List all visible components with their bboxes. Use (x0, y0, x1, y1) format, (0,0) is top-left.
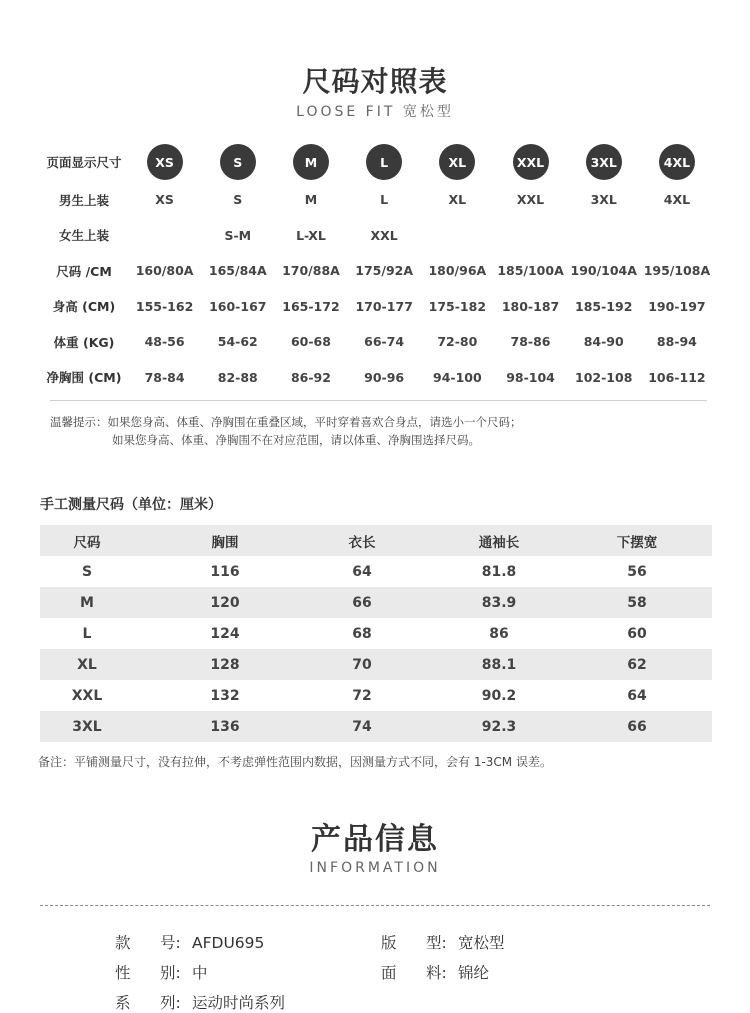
info-item (381, 961, 489, 983)
table-cell: 66 (352, 594, 372, 611)
size-value: 165-172 (282, 298, 340, 314)
row-label: 女生上装 (58, 228, 109, 244)
table-cell: 136 (210, 718, 240, 735)
info-key-char: 版 (381, 934, 397, 952)
info-value: 运动时尚系列 (192, 994, 286, 1012)
table-cell: 66 (627, 718, 647, 735)
table-cell: 88.1 (481, 656, 517, 673)
table-cell: 58 (627, 594, 647, 611)
row-label: 净胸围 (CM) (46, 370, 122, 386)
size-row (40, 218, 720, 254)
size-row (40, 289, 720, 325)
product-info-subtitle: INFORMATION (309, 860, 441, 876)
size-value: 170-177 (355, 298, 413, 314)
info-value: 宽松型 (458, 934, 505, 952)
table-cell: XXL (71, 687, 103, 704)
table-row (40, 618, 712, 649)
size-cell (640, 144, 713, 180)
size-badge: M (293, 144, 329, 180)
info-key-char: 别: (160, 964, 181, 982)
table-cell: 56 (627, 563, 647, 580)
table-cell: 62 (627, 656, 647, 673)
size-cell (274, 144, 347, 180)
table-cell: S (81, 563, 93, 580)
size-badge: XS (147, 144, 183, 180)
size-value: 185/100A (497, 263, 564, 279)
size-cell (201, 144, 274, 180)
tip-line: 如果您身高、体重、净胸围不在对应范围，请以体重、净胸围选择尺码。 (112, 433, 480, 447)
size-header-row (40, 142, 720, 182)
table-row (40, 711, 712, 742)
info-value: 锦纶 (458, 964, 490, 982)
row-label: 页面显示尺寸 (46, 155, 122, 170)
size-value: 78-86 (510, 334, 551, 350)
measure-table-title: 手工测量尺码（单位：厘米） (40, 497, 222, 513)
size-value: 195/108A (643, 263, 711, 279)
info-item (115, 991, 285, 1013)
table-header: 衣长 (348, 534, 376, 551)
table-cell: 86 (489, 625, 509, 642)
size-value: S-M (224, 227, 252, 243)
size-value: M (304, 192, 318, 208)
size-value: L-XL (296, 227, 326, 243)
size-value: L (380, 192, 389, 208)
size-value: XL (448, 192, 467, 208)
table-cell: 92.3 (481, 718, 517, 735)
size-value: 185-192 (575, 298, 633, 314)
size-badge: L (366, 144, 402, 180)
table-cell: 74 (352, 718, 372, 735)
size-value: 90-96 (364, 369, 405, 385)
size-value: 72-80 (437, 334, 478, 350)
row-label: 体重 (KG) (53, 334, 115, 350)
info-key-char: 性 (115, 964, 131, 982)
size-value: 86-92 (290, 369, 331, 385)
tip-line: 温馨提示：如果您身高、体重、净胸围在重叠区域，平时穿着喜欢合身点，请选小一个尺码； (50, 415, 522, 429)
size-value: 175/92A (355, 263, 414, 279)
table-cell: 120 (210, 594, 240, 611)
size-value: 98-104 (506, 369, 555, 385)
info-key-char: 料: (426, 964, 447, 982)
size-chart-subtitle: LOOSE FIT 宽松型 (296, 104, 454, 120)
size-cell (348, 144, 421, 180)
info-value: 中 (192, 964, 208, 982)
size-cell (421, 144, 494, 180)
size-value: 160/80A (135, 263, 194, 279)
size-badge: 3XL (586, 144, 622, 180)
table-header: 胸围 (211, 534, 239, 551)
size-value: 160-167 (209, 298, 267, 314)
size-row (40, 324, 720, 360)
table-cell: 72 (352, 687, 372, 704)
product-info-title: 产品信息 (311, 822, 439, 857)
table-cell: 81.8 (481, 563, 517, 580)
size-value: 94-100 (433, 369, 482, 385)
table-cell: 60 (627, 625, 647, 642)
table-row (40, 680, 712, 711)
table-cell: 83.9 (481, 594, 517, 611)
table-cell: 68 (352, 625, 372, 642)
size-value: 165/84A (208, 263, 267, 279)
size-chart-title: 尺码对照表 (302, 65, 448, 98)
size-value: 190-197 (648, 298, 706, 314)
table-cell: 64 (627, 687, 647, 704)
size-row (40, 253, 720, 289)
table-cell: M (80, 594, 94, 611)
row-label: 尺码 /CM (56, 263, 112, 279)
table-row (40, 587, 712, 618)
size-value: 155-162 (135, 298, 194, 314)
size-cell (567, 144, 640, 180)
table-header: 尺码 (73, 534, 101, 551)
table-header: 通袖长 (478, 534, 520, 551)
table-row (40, 556, 712, 587)
info-key-char: 面 (381, 964, 397, 982)
table-header: 下摆宽 (616, 534, 658, 551)
table-cell: 116 (210, 563, 240, 580)
size-value: 3XL (590, 192, 617, 208)
table-row (40, 649, 712, 680)
size-value: 78-84 (144, 369, 185, 385)
size-tip (50, 413, 522, 449)
dashed-divider (40, 905, 710, 906)
size-value: 48-56 (144, 334, 185, 350)
table-cell: 128 (210, 656, 240, 673)
size-badge: XXL (513, 144, 549, 180)
size-badge: S (220, 144, 256, 180)
info-key-char: 列: (160, 994, 181, 1012)
size-value: XXL (516, 192, 545, 208)
size-cell (128, 144, 201, 180)
table-cell: 70 (352, 656, 372, 673)
size-value: 4XL (663, 192, 691, 208)
table-cell: 90.2 (481, 687, 517, 704)
info-key-char: 款 (115, 934, 131, 952)
row-label: 男生上装 (58, 192, 109, 208)
size-cell (494, 144, 567, 180)
divider (50, 400, 707, 401)
table-cell: 64 (352, 563, 372, 580)
table-cell: 3XL (72, 718, 102, 735)
info-key-char: 系 (115, 994, 131, 1012)
row-label: 身高 (CM) (52, 299, 116, 315)
size-value: 190/104A (570, 263, 637, 279)
table-cell: XL (77, 656, 97, 673)
table-cell: 132 (210, 687, 240, 704)
size-badge: 4XL (659, 144, 695, 180)
measure-table (40, 525, 712, 742)
info-key-char: 号: (160, 934, 181, 952)
size-value: 170/88A (282, 263, 340, 279)
size-value: 66-74 (364, 334, 405, 350)
size-value: 180/96A (428, 263, 487, 279)
size-value: 102-108 (575, 369, 633, 385)
measure-note: 备注：平铺测量尺寸，没有拉伸，不考虑弹性范围内数据，因测量方式不同，会有 1-3CM 误差。 (38, 755, 552, 769)
size-row (40, 360, 720, 396)
size-value: XS (155, 192, 174, 208)
table-cell: L (82, 625, 92, 642)
size-value: 60-68 (290, 334, 331, 350)
size-badge: XL (439, 144, 475, 180)
size-value: 106-112 (648, 369, 706, 385)
info-item (115, 961, 208, 983)
size-value: 82-88 (217, 369, 258, 385)
info-item (115, 931, 264, 953)
size-matrix (40, 142, 720, 395)
table-cell: 124 (210, 625, 240, 642)
size-value: 175-182 (428, 298, 487, 314)
info-value: AFDU695 (192, 934, 265, 952)
table-header-row (40, 525, 712, 556)
info-key-char: 型: (426, 934, 447, 952)
size-value: 84-90 (583, 334, 624, 350)
size-row (40, 182, 720, 218)
size-value: XXL (370, 227, 398, 243)
size-value: S (233, 192, 243, 208)
size-value: 54-62 (217, 334, 258, 350)
info-item (381, 931, 505, 953)
size-value: 180-187 (501, 298, 560, 314)
size-value: 88-94 (656, 334, 697, 350)
